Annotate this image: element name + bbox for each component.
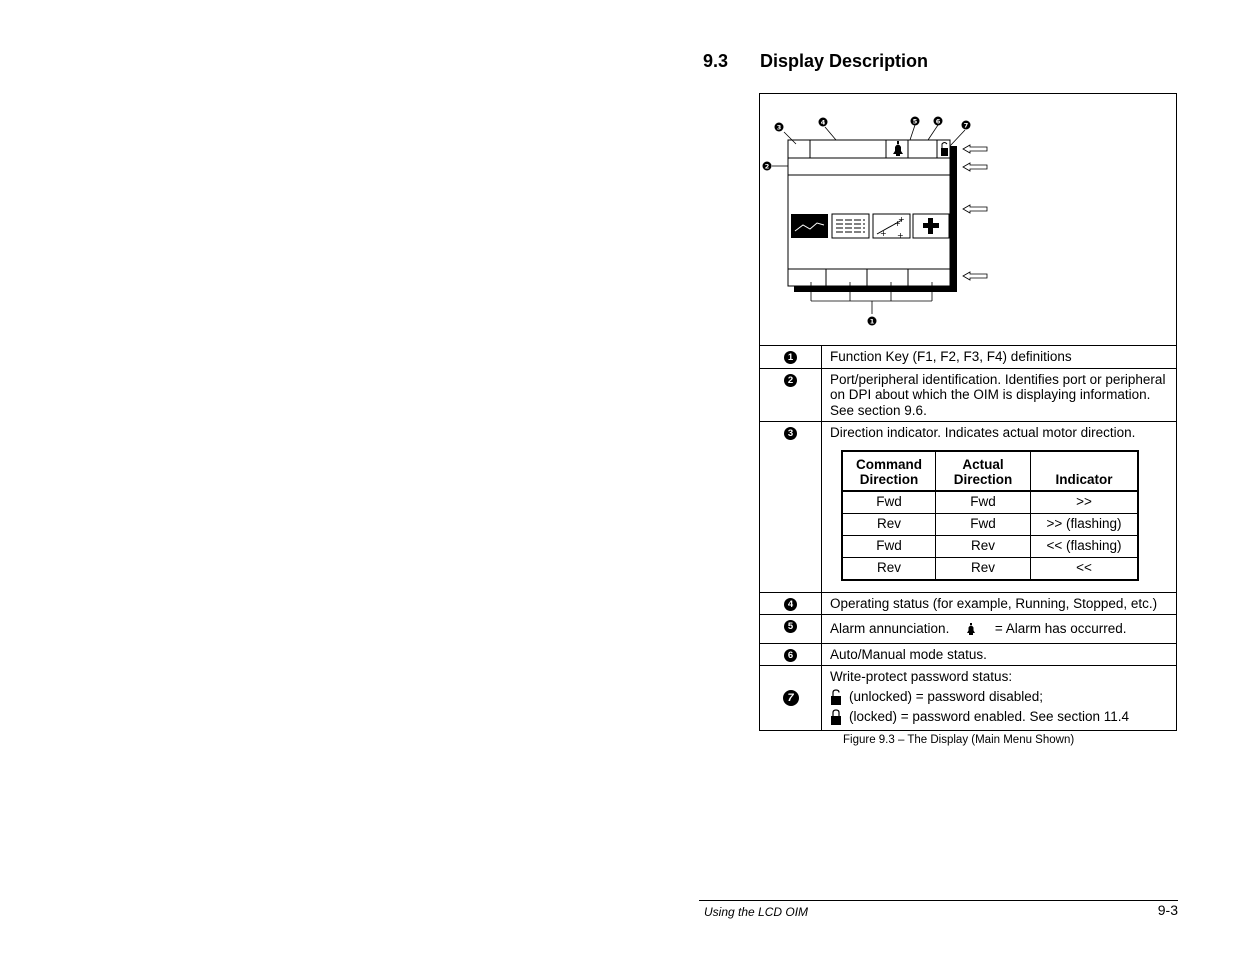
menu-icon-plus: [913, 214, 949, 238]
legend-text-4: Operating status (for example, Running, Stopped, etc.): [830, 595, 1158, 611]
menu-icon-monitor: [791, 214, 828, 238]
arrow-left-icon: [963, 205, 987, 213]
marker-2: 2: [784, 374, 797, 387]
svg-text:+: +: [897, 231, 904, 240]
section-heading: [703, 51, 928, 72]
legend-row-1: [760, 346, 1176, 369]
lcd-display-diagram: [760, 94, 1176, 345]
section-title: Display Description: [760, 51, 929, 71]
svg-text:+: +: [894, 219, 901, 228]
legend-text-1: Function Key (F1, F2, F3, F4) definitions: [830, 349, 1072, 364]
legend-row-7: [760, 666, 1176, 730]
figure-caption: Figure 9.3 – The Display (Main Menu Shown): [843, 734, 1075, 746]
legend-text-3: Direction indicator. Indicates actual motor direction.: [830, 425, 1136, 440]
alarm-text-before: Alarm annunciation.: [830, 621, 950, 636]
page-number: 9-3: [1157, 902, 1178, 918]
callout-6: 6: [935, 117, 941, 126]
legend-text-7: Write-protect password status:: [830, 669, 1013, 684]
legend-text-6: Auto/Manual mode status.: [830, 646, 987, 662]
footer-rule: [699, 900, 1178, 901]
callout-4: 4: [820, 118, 826, 127]
table-row: Fwd Rev << (flashing): [842, 535, 1138, 557]
arrow-left-icon: [963, 272, 987, 280]
marker-4: 4: [784, 598, 797, 611]
arrow-left-icon: [963, 163, 987, 171]
table-row: Fwd Fwd >>: [842, 491, 1138, 514]
locked-icon: [830, 709, 842, 725]
marker-1: 1: [784, 351, 797, 364]
table-header: Command Direction: [842, 451, 936, 491]
callout-3: 3: [776, 123, 782, 132]
callout-1: 1: [869, 317, 875, 326]
legend-row-2: [760, 369, 1176, 423]
unlocked-text: (unlocked) = password disabled;: [849, 688, 1043, 704]
unlocked-icon: [830, 689, 842, 705]
marker-6: 6: [784, 649, 797, 662]
marker-7: 7: [783, 690, 799, 706]
section-number: 9.3: [703, 51, 729, 71]
legend-row-4: [760, 593, 1176, 616]
legend-row-6: [760, 644, 1176, 667]
callout-5: 5: [912, 117, 918, 126]
display-figure: [759, 93, 1177, 731]
alarm-text-after: = Alarm has occurred.: [994, 621, 1127, 636]
svg-text:+: +: [898, 215, 905, 224]
legend-row-3: [760, 422, 1176, 593]
alarm-bell-icon: [957, 623, 987, 635]
direction-table: [841, 450, 1139, 581]
legend-row-5: [760, 615, 1176, 644]
footer-chapter: Using the LCD OIM: [704, 905, 809, 919]
table-row: Rev Fwd >> (flashing): [842, 513, 1138, 535]
legend-text-2: Port/peripheral identification. Identifies port or peripheral on DPI about which the OIM is displaying information. See section 9.6.: [830, 371, 1166, 418]
arrow-left-icon: [963, 145, 987, 153]
table-header: Actual Direction: [936, 451, 1031, 491]
menu-icon-list: [832, 214, 869, 238]
callout-7: 7: [963, 121, 969, 130]
table-header: Indicator: [1031, 451, 1139, 491]
marker-5: 5: [784, 620, 797, 633]
marker-3: 3: [784, 427, 797, 440]
svg-text:+: +: [880, 229, 887, 238]
table-row: Rev Rev <<: [842, 557, 1138, 580]
lcd-diagram-cell: [760, 94, 1176, 346]
menu-icon-chart: [873, 214, 910, 240]
locked-text: (locked) = password enabled. See section 11.4: [849, 708, 1130, 724]
callout-2: 2: [764, 162, 770, 171]
